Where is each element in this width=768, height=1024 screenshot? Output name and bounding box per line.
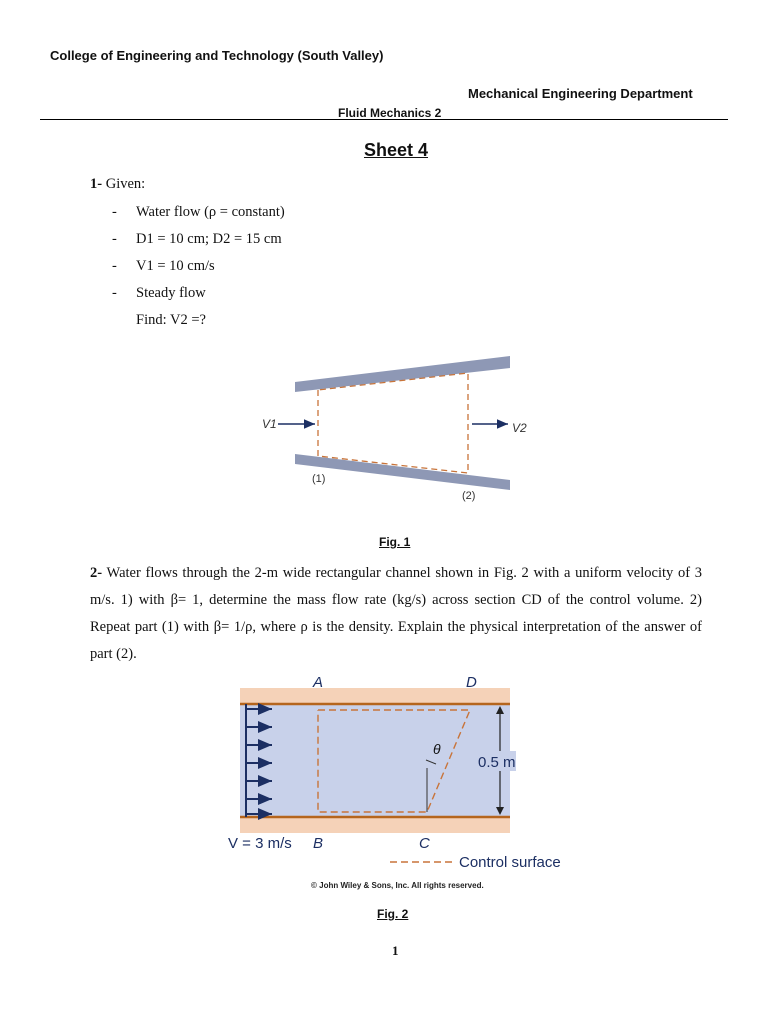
fig1-diagram <box>250 350 540 510</box>
q2-number: 2- <box>90 565 103 581</box>
q1-intro: Given: <box>105 176 146 192</box>
label-a: A <box>313 674 324 691</box>
sheet-title: Sheet 4 <box>363 140 429 160</box>
q2-paragraph <box>90 560 702 668</box>
bullet-marker: - <box>112 258 117 274</box>
q1-number: 1- <box>90 176 103 192</box>
fig2-caption: Fig. 2 <box>377 907 409 921</box>
given-item-2: D1 = 10 cm; D2 = 15 cm <box>136 231 282 247</box>
find-statement: Find: V2 =? <box>136 312 206 328</box>
label-d: D <box>466 674 477 691</box>
bullet-marker: - <box>112 204 117 220</box>
department-name: Mechanical Engineering Department <box>468 86 693 101</box>
v2-label: V2 <box>512 421 527 435</box>
college-name: College of Engineering and Technology (South Valley) <box>50 48 384 63</box>
water-region <box>240 704 510 817</box>
page-number: 1 <box>392 943 399 958</box>
fig1-caption: Fig. 1 <box>379 535 411 549</box>
control-volume-boundary <box>318 373 468 473</box>
bottom-wall <box>240 817 510 833</box>
legend-label: Control surface <box>459 854 561 871</box>
label-c: C <box>419 835 430 852</box>
fig2-diagram <box>222 672 572 896</box>
theta-label: θ <box>433 741 441 757</box>
copyright-text: © John Wiley & Sons, Inc. All rights reserved. <box>311 881 484 890</box>
bullet-marker: - <box>112 285 117 301</box>
v1-label: V1 <box>262 417 277 431</box>
q2-text: Water flows through the 2-m wide rectangular channel shown in Fig. 2 with a uniform velocity of 3 m/s. 1) with β= 1, determine the mass flow rate (kg/s) across section CD of the control volume. 2) Repeat part (1) with β= 1/ρ, where ρ is the density. Explain the physical interpretation of the answer of part (2). <box>90 565 702 662</box>
q1-heading <box>90 176 145 193</box>
header-rule <box>40 119 728 120</box>
bullet-marker: - <box>112 231 117 247</box>
height-label: 0.5 m <box>478 754 516 771</box>
lower-pipe-wall <box>295 454 510 490</box>
upper-pipe-wall <box>295 356 510 392</box>
given-item-4: Steady flow <box>136 285 206 301</box>
given-item-1: Water flow (ρ = constant) <box>136 204 285 220</box>
course-name: Fluid Mechanics 2 <box>338 106 442 120</box>
section-1-label: (1) <box>312 473 326 485</box>
label-b: B <box>313 835 324 852</box>
velocity-label: V = 3 m/s <box>228 835 292 852</box>
given-item-3: V1 = 10 cm/s <box>136 258 215 274</box>
section-2-label: (2) <box>462 490 476 502</box>
